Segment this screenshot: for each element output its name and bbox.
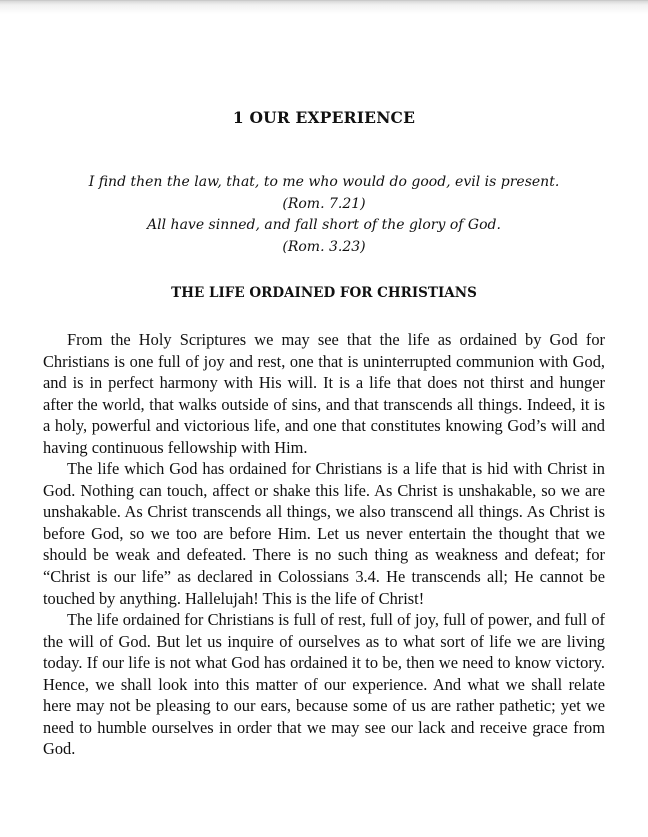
paragraph: From the Holy Scriptures we may see that the life as ordained by God for Christians is one full of joy and rest, one that is uninterrupted communion with God, and is in perfect harmony with His will. It is a life that does not thirst and hunger after the world, that walks outside of sins, and that transcends all things. Indeed, it is a holy, powerful and victorious life, and one that constitutes knowing God’s will and having continuous fellowship with Him.: [43, 330, 605, 457]
epigraph-quote: All have sinned, and fall short of the glory of God.: [147, 217, 501, 234]
paragraph: The life which God has ordained for Christians is a life that is hid with Christ in God. Nothing can touch, affect or shake this life. As Christ is unshakable, so we are unshakable. As Christ transcends all things, we also transcend all things. As Christ is before God, so we too are before Him. Let us never entertain the thought that we should be weak and defeated. There is no such thing as weakness and defeat; for “Christ is our life” as declared in Colossians 3.4. He transcends all; He cannot be touched by anything. Hallelujah! This is the life of Christ!: [43, 459, 605, 608]
paragraph: The life ordained for Christians is full of rest, full of joy, full of power, and full of the will of God. But let us inquire of ourselves as to what sort of life we are living today. If our life is not what God has ordained it to be, then we need to know victory. Hence, we shall look into this matter of our experience. And what we shall relate here may not be pleasing to our ears, because some of us are rather pathetic; yet we need to humble ourselves in order that we may see our lack and receive grace from God.: [43, 610, 605, 759]
body-text: [43, 329, 605, 760]
epigraph-reference: (Rom. 7.21): [282, 195, 366, 212]
epigraph-quote: I find then the law, that, to me who would do good, evil is present.: [88, 174, 560, 190]
viewer-top-edge: [0, 0, 648, 14]
section-title: THE LIFE ORDAINED FOR CHRISTIANS: [171, 285, 477, 301]
epigraph-reference: (Rom. 3.23): [282, 238, 366, 255]
chapter-title: 1 OUR EXPERIENCE: [232, 108, 416, 127]
epigraph: [43, 172, 605, 258]
